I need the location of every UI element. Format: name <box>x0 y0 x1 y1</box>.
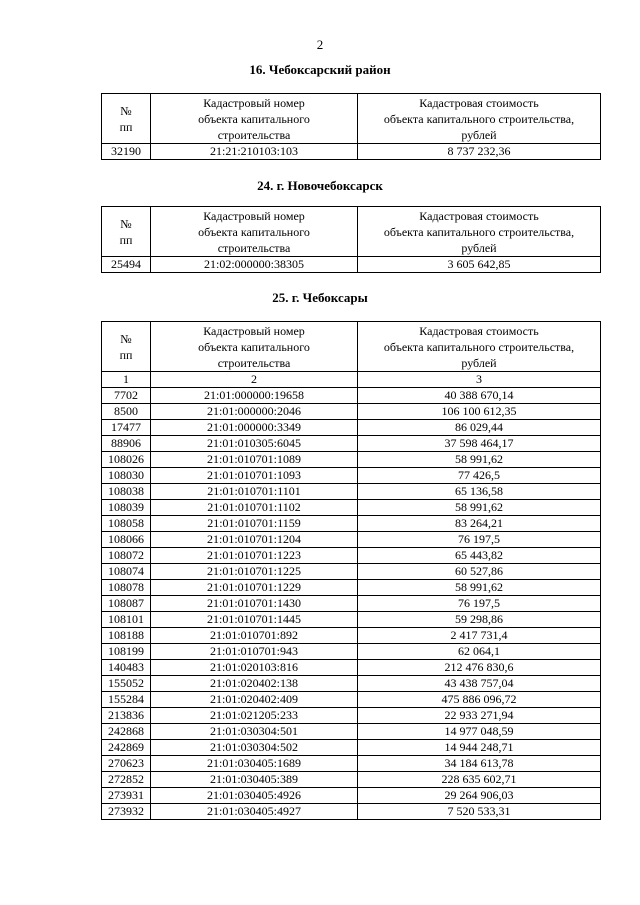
table-row <box>102 404 601 420</box>
cadastral-cost: 14 977 048,59 <box>358 724 601 740</box>
cadastral-cost: 43 438 757,04 <box>358 676 601 692</box>
row-number: 155052 <box>102 676 151 692</box>
cadastral-number: 21:01:010701:1101 <box>151 484 358 500</box>
table-row <box>102 724 601 740</box>
cadastral-cost: 59 298,86 <box>358 612 601 628</box>
cadastral-number: 21:01:010701:943 <box>151 644 358 660</box>
cadastral-number: 21:01:010701:892 <box>151 628 358 644</box>
row-number: 213836 <box>102 708 151 724</box>
cadastral-number: 21:01:010701:1089 <box>151 452 358 468</box>
cadastral-cost: 29 264 906,03 <box>358 788 601 804</box>
row-number: 108072 <box>102 548 151 564</box>
row-number: 32190 <box>102 144 151 160</box>
row-number: 140483 <box>102 660 151 676</box>
row-number: 108026 <box>102 452 151 468</box>
cadastral-cost: 14 944 248,71 <box>358 740 601 756</box>
table-row <box>102 388 601 404</box>
cadastral-cost: 58 991,62 <box>358 452 601 468</box>
section-title-16: 16. Чебоксарский район <box>249 62 391 77</box>
cadastral-number: 21:01:020103:816 <box>151 660 358 676</box>
column-number: 1 <box>102 372 151 388</box>
cadastral-number: 21:01:000000:3349 <box>151 420 358 436</box>
cadastral-number: 21:01:010701:1430 <box>151 596 358 612</box>
table-row <box>102 452 601 468</box>
header-cost: Кадастровая стоимость объекта капитального строительства, рублей <box>358 322 601 372</box>
table-row <box>102 804 601 820</box>
cadastral-cost: 228 635 602,71 <box>358 772 601 788</box>
cadastral-cost: 77 426,5 <box>358 468 601 484</box>
row-number: 108199 <box>102 644 151 660</box>
cadastral-number: 21:21:210103:103 <box>151 144 358 160</box>
row-number: 108188 <box>102 628 151 644</box>
cadastral-number: 21:01:030405:1689 <box>151 756 358 772</box>
cadastral-cost: 76 197,5 <box>358 532 601 548</box>
cadastral-cost: 40 388 670,14 <box>358 388 601 404</box>
section-title-24: 24. г. Новочебоксарск <box>257 178 383 193</box>
cadastral-number: 21:01:010701:1225 <box>151 564 358 580</box>
cadastral-cost: 3 605 642,85 <box>358 257 601 273</box>
table-row <box>102 772 601 788</box>
cadastral-number: 21:01:020402:409 <box>151 692 358 708</box>
header-number: № пп <box>102 207 151 257</box>
cadastral-cost: 86 029,44 <box>358 420 601 436</box>
table-row <box>102 516 601 532</box>
row-number: 272852 <box>102 772 151 788</box>
table-row <box>102 708 601 724</box>
cadastral-number: 21:01:030304:501 <box>151 724 358 740</box>
table-row <box>102 257 601 273</box>
table-row <box>102 532 601 548</box>
cadastral-cost: 8 737 232,36 <box>358 144 601 160</box>
cadastral-cost: 65 443,82 <box>358 548 601 564</box>
cadastral-cost: 2 417 731,4 <box>358 628 601 644</box>
table-row <box>102 660 601 676</box>
header-cadastral: Кадастровый номер объекта капитального строительства <box>151 94 358 144</box>
row-number: 8500 <box>102 404 151 420</box>
row-number: 155284 <box>102 692 151 708</box>
table-row <box>102 420 601 436</box>
cadastral-number: 21:02:000000:38305 <box>151 257 358 273</box>
row-number: 108038 <box>102 484 151 500</box>
cadastral-cost: 58 991,62 <box>358 580 601 596</box>
row-number: 108030 <box>102 468 151 484</box>
row-number: 17477 <box>102 420 151 436</box>
cadastral-number: 21:01:010305:6045 <box>151 436 358 452</box>
table-row <box>102 788 601 804</box>
header-cost: Кадастровая стоимость объекта капитального строительства, рублей <box>358 94 601 144</box>
table-chuvash-district <box>101 93 601 160</box>
table-row <box>102 596 601 612</box>
table-cheboksary <box>101 321 601 820</box>
page-number: 2 <box>316 37 324 52</box>
cadastral-number: 21:01:021205:233 <box>151 708 358 724</box>
row-number: 108058 <box>102 516 151 532</box>
cadastral-cost: 83 264,21 <box>358 516 601 532</box>
cadastral-number: 21:01:000000:2046 <box>151 404 358 420</box>
row-number: 242869 <box>102 740 151 756</box>
cadastral-number: 21:01:010701:1445 <box>151 612 358 628</box>
cadastral-cost: 106 100 612,35 <box>358 404 601 420</box>
table-header <box>102 207 601 257</box>
cadastral-number: 21:01:010701:1102 <box>151 500 358 516</box>
table-row <box>102 564 601 580</box>
row-number: 273931 <box>102 788 151 804</box>
header-number: № пп <box>102 94 151 144</box>
cadastral-cost: 34 184 613,78 <box>358 756 601 772</box>
cadastral-number: 21:01:010701:1093 <box>151 468 358 484</box>
column-numbers-row <box>102 372 601 388</box>
table-row <box>102 676 601 692</box>
header-cost: Кадастровая стоимость объекта капитального строительства, рублей <box>358 207 601 257</box>
table-row <box>102 692 601 708</box>
cadastral-cost: 60 527,86 <box>358 564 601 580</box>
cadastral-cost: 22 933 271,94 <box>358 708 601 724</box>
header-cadastral: Кадастровый номер объекта капитального строительства <box>151 322 358 372</box>
row-number: 108066 <box>102 532 151 548</box>
row-number: 108087 <box>102 596 151 612</box>
table-row <box>102 468 601 484</box>
table-row <box>102 740 601 756</box>
cadastral-number: 21:01:020402:138 <box>151 676 358 692</box>
row-number: 108074 <box>102 564 151 580</box>
cadastral-cost: 212 476 830,6 <box>358 660 601 676</box>
cadastral-number: 21:01:010701:1204 <box>151 532 358 548</box>
table-row <box>102 756 601 772</box>
table-row <box>102 144 601 160</box>
row-number: 108078 <box>102 580 151 596</box>
row-number: 242868 <box>102 724 151 740</box>
table-header <box>102 94 601 144</box>
table-row <box>102 580 601 596</box>
row-number: 25494 <box>102 257 151 273</box>
cadastral-cost: 7 520 533,31 <box>358 804 601 820</box>
cadastral-cost: 58 991,62 <box>358 500 601 516</box>
cadastral-number: 21:01:030405:4927 <box>151 804 358 820</box>
section-title-25: 25. г. Чебоксары <box>272 290 368 305</box>
row-number: 270623 <box>102 756 151 772</box>
table-row <box>102 644 601 660</box>
column-number: 3 <box>358 372 601 388</box>
row-number: 7702 <box>102 388 151 404</box>
cadastral-cost: 65 136,58 <box>358 484 601 500</box>
cadastral-number: 21:01:030405:4926 <box>151 788 358 804</box>
table-row <box>102 484 601 500</box>
row-number: 88906 <box>102 436 151 452</box>
table-row <box>102 436 601 452</box>
header-cadastral: Кадастровый номер объекта капитального строительства <box>151 207 358 257</box>
table-row <box>102 628 601 644</box>
cadastral-number: 21:01:030304:502 <box>151 740 358 756</box>
cadastral-cost: 76 197,5 <box>358 596 601 612</box>
cadastral-number: 21:01:030405:389 <box>151 772 358 788</box>
table-header <box>102 322 601 388</box>
row-number: 108039 <box>102 500 151 516</box>
cadastral-number: 21:01:010701:1229 <box>151 580 358 596</box>
column-number: 2 <box>151 372 358 388</box>
cadastral-cost: 475 886 096,72 <box>358 692 601 708</box>
cadastral-number: 21:01:010701:1159 <box>151 516 358 532</box>
cadastral-number: 21:01:010701:1223 <box>151 548 358 564</box>
table-row <box>102 548 601 564</box>
table-row <box>102 612 601 628</box>
cadastral-number: 21:01:000000:19658 <box>151 388 358 404</box>
header-number: № пп <box>102 322 151 372</box>
table-novocheboksarsk <box>101 206 601 273</box>
table-row <box>102 500 601 516</box>
row-number: 273932 <box>102 804 151 820</box>
cadastral-cost: 37 598 464,17 <box>358 436 601 452</box>
row-number: 108101 <box>102 612 151 628</box>
cadastral-cost: 62 064,1 <box>358 644 601 660</box>
